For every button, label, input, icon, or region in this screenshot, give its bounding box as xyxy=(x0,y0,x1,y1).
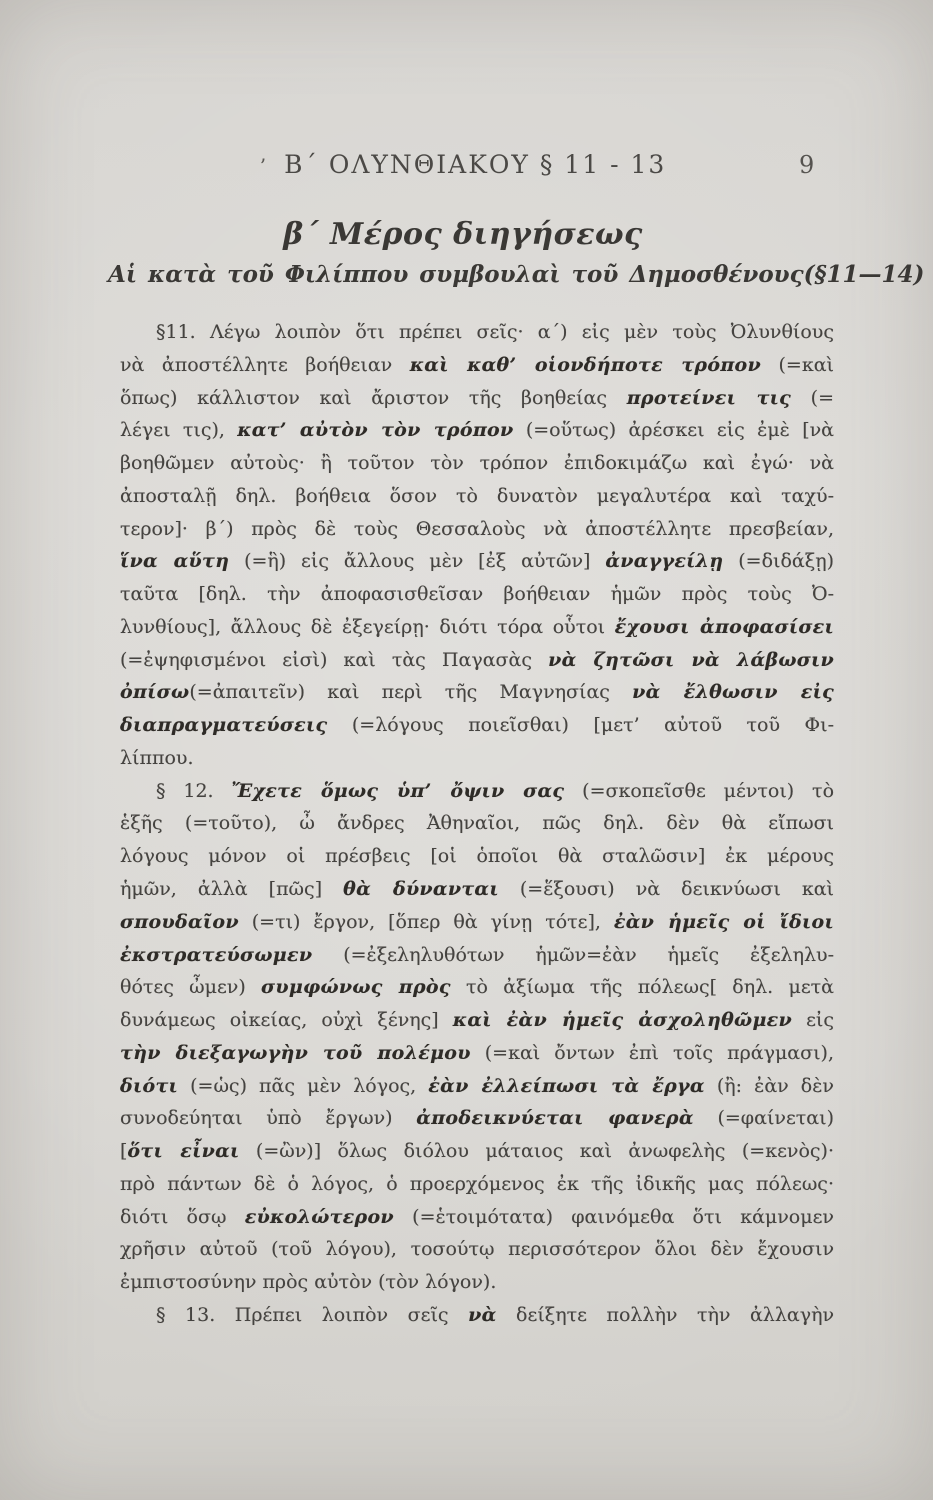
commentary-text: (=ἣ) εἰς ἄλλους μὲν [ἐξ αὐτῶν] xyxy=(229,550,606,573)
section-heading: Αἱ κατὰ τοῦ Φιλίππου συμβουλαὶ τοῦ Δημοσθένους(§11—14) xyxy=(108,261,925,288)
text-line xyxy=(120,480,834,513)
lemma-bold-text: καὶ καθ’ οἱονδήποτε τρόπον xyxy=(409,353,761,376)
commentary-text: εἰς xyxy=(792,1009,834,1032)
text-line xyxy=(120,513,834,546)
text-line xyxy=(120,349,834,382)
text-line xyxy=(120,742,834,775)
lemma-bold-text: προτείνει τις xyxy=(626,386,792,409)
commentary-text: ἡμῶν, ἀλλὰ [πῶς] xyxy=(120,878,344,901)
commentary-text: λέγει τις), xyxy=(120,419,238,442)
lemma-bold-text: ὀπίσω xyxy=(120,681,190,704)
text-line xyxy=(120,644,834,677)
commentary-text: (=λόγους ποιεῖσθαι) [μετ’ αὐτοῦ τοῦ Φι- xyxy=(327,714,834,737)
lemma-bold-text: ἔχουσι ἀποφασίσει xyxy=(614,615,834,638)
lemma-bold-text: ἀναγγείλῃ xyxy=(605,550,724,573)
text-line xyxy=(120,1102,834,1135)
lemma-bold-text: νὰ ἔλθωσιν εἰς xyxy=(632,681,834,704)
commentary-text: (= xyxy=(791,386,834,409)
commentary-text: (=διδάξῃ) xyxy=(723,550,834,573)
lemma-bold-text: ἐὰν ἐλλείπωσι τὰ ἔργα xyxy=(428,1074,705,1097)
commentary-text: χρῆσιν αὐτοῦ (τοῦ λόγου), τοσούτῳ περισσότερον ὅλοι δὲν ἔχουσιν xyxy=(120,1238,834,1261)
lemma-bold-text: τὴν διεξαγωγὴν τοῦ πολέμου xyxy=(120,1041,471,1064)
commentary-text: λυνθίους], ἄλλους δὲ ἐξεγείρῃ· διότι τόρα οὗτοι xyxy=(120,615,615,638)
commentary-text: λόγους μόνον οἱ πρέσβεις [οἱ ὁποῖοι θὰ σταλῶσιν] ἐκ μέρους xyxy=(120,845,834,868)
text-line xyxy=(120,382,834,415)
lemma-bold-text: ἀποδεικνύεται φανερὰ xyxy=(416,1107,694,1130)
lemma-bold-text: νὰ ζητῶσι νὰ λάβωσιν xyxy=(548,648,834,671)
commentary-text: (=καὶ xyxy=(761,353,834,376)
text-line xyxy=(120,1168,834,1201)
text-line xyxy=(120,1299,834,1332)
lemma-bold-text: διαπραγματεύσεις xyxy=(120,714,328,737)
lemma-bold-text: Ἔχετε ὅμως ὑπ’ ὄψιν σας xyxy=(231,779,565,802)
commentary-text: ἐμπιστοσύνην πρὸς αὐτὸν (τὸν λόγον). xyxy=(120,1271,497,1294)
lemma-bold-text: νὰ xyxy=(468,1303,497,1326)
text-line xyxy=(120,611,834,644)
lemma-bold-text: διότι xyxy=(120,1074,179,1097)
commentary-text: συνοδεύηται ὑπὸ ἔργων) xyxy=(120,1107,417,1130)
page-number: 9 xyxy=(799,151,815,179)
lemma-bold-text: ἵνα αὕτη xyxy=(120,550,230,573)
commentary-text: διότι ὅσῳ xyxy=(120,1205,245,1228)
part-heading: β´ Μέρος διηγήσεως xyxy=(283,217,643,252)
text-line xyxy=(120,676,834,709)
running-header xyxy=(118,150,808,179)
text-line xyxy=(120,1004,834,1037)
commentary-text: (=ὡς) πᾶς μὲν λόγος, xyxy=(178,1074,429,1097)
stray-ink-mark: ’ xyxy=(259,154,269,178)
lemma-bold-text: ἐὰν ἡμεῖς οἱ ἴδιοι xyxy=(613,910,834,933)
text-line xyxy=(120,939,834,972)
commentary-text: βοηθῶμεν αὐτοὺς· ἢ τοῦτον τὸν τρόπον ἐπιδοκιμάζω καὶ ἐγώ· νὰ xyxy=(120,452,834,475)
text-line xyxy=(120,971,834,1004)
commentary-text: (=ἐξεληλυθότων ἡμῶν=ἐὰν ἡμεῖς ἐξεληλυ- xyxy=(312,943,834,966)
body-text xyxy=(120,316,834,1332)
commentary-text: (=φαίνεται) xyxy=(693,1107,834,1130)
text-line xyxy=(120,1201,834,1234)
commentary-text: §11. Λέγω λοιπὸν ὅτι πρέπει σεῖς· α´) εἰς μὲν τοὺς Ὀλυνθίους xyxy=(156,321,834,343)
commentary-text: ὅπως) κάλλιστον καὶ ἄριστον τῆς βοηθείας xyxy=(120,386,627,409)
commentary-text: τερον]· β´) πρὸς δὲ τοὺς Θεσσαλοὺς νὰ ἀποστέλλητε πρεσβείαν, xyxy=(120,517,834,540)
text-line xyxy=(120,1037,834,1070)
commentary-text: δυνάμεως οἰκείας, οὐχὶ ξένης] xyxy=(120,1009,453,1032)
lemma-bold-text: ἐκστρατεύσωμεν xyxy=(120,943,313,966)
text-line xyxy=(120,1135,834,1168)
text-line xyxy=(120,414,834,447)
commentary-text: (=καὶ ὄντων ἐπὶ τοῖς πράγμασι), xyxy=(470,1041,834,1064)
commentary-text: (=οὕτως) ἀρέσκει εἰς ἐμὲ [νὰ xyxy=(513,419,834,442)
text-line xyxy=(120,807,834,840)
text-line xyxy=(120,1070,834,1103)
text-line xyxy=(120,775,834,808)
lemma-bold-text: θὰ δύνανται xyxy=(343,878,499,901)
commentary-text: (=ἀπαιτεῖν) καὶ περὶ τῆς Μαγνησίας xyxy=(189,681,633,704)
commentary-text: πρὸ πάντων δὲ ὁ λόγος, ὁ προερχόμενος ἐκ τῆς ἰδικῆς μας πόλεως· xyxy=(120,1172,834,1195)
commentary-text: ταῦτα [δηλ. τὴν ἀποφασισθεῖσαν βοήθειαν ἡμῶν πρὸς τοὺς Ὀ- xyxy=(120,583,834,606)
commentary-text: ἀποσταλῇ δηλ. βοήθεια ὅσον τὸ δυνατὸν μεγαλυτέρα καὶ ταχύ- xyxy=(120,484,834,507)
running-title: Β´ ΟΛΥΝΘΙΑΚΟΥ § 11 - 13 xyxy=(284,150,667,179)
lemma-bold-text: κατ’ αὐτὸν τὸν τρόπον xyxy=(237,419,514,442)
lemma-bold-text: σπουδαῖον xyxy=(120,910,239,933)
text-line xyxy=(120,840,834,873)
commentary-text: (ἢ: ἐὰν δὲν xyxy=(704,1074,834,1097)
lemma-bold-text: συμφώνως πρὸς xyxy=(261,976,451,999)
lemma-bold-text: καὶ ἐὰν ἡμεῖς ἀσχοληθῶμεν xyxy=(452,1009,792,1032)
commentary-text: τὸ ἀξίωμα τῆς πόλεως[ δηλ. μετὰ xyxy=(450,976,834,999)
lemma-bold-text: ὅτι εἶναι xyxy=(127,1140,240,1163)
text-line xyxy=(120,1233,834,1266)
text-line xyxy=(120,709,834,742)
text-line xyxy=(120,1266,834,1299)
commentary-text: (=ἕξουσι) νὰ δεικνύωσι καὶ xyxy=(498,878,834,901)
commentary-text: (=ἐψηφισμένοι εἰσὶ) καὶ τὰς Παγασὰς xyxy=(120,648,549,671)
text-line xyxy=(120,447,834,480)
commentary-text: νὰ ἀποστέλλητε βοήθειαν xyxy=(120,353,410,376)
commentary-text: λίππου. xyxy=(120,746,194,769)
commentary-text: δείξητε πολλὴν τὴν ἀλλαγὴν xyxy=(496,1303,834,1326)
text-line xyxy=(120,578,834,611)
commentary-text: (=τι) ἔργον, [ὅπερ θὰ γίνῃ τότε], xyxy=(238,910,614,933)
commentary-text: ἑξῆς (=τοῦτο), ὦ ἄνδρες Ἀθηναῖοι, πῶς δηλ. δὲν θὰ εἴπωσι xyxy=(120,812,834,835)
text-line xyxy=(120,873,834,906)
lemma-bold-text: εὐκολώτερον xyxy=(244,1205,394,1228)
text-line xyxy=(120,906,834,939)
commentary-text: § 13. Πρέπει λοιπὸν σεῖς xyxy=(156,1303,469,1326)
text-line xyxy=(120,545,834,578)
commentary-text: (=ὢν)] ὅλως διόλου μάταιος καὶ ἀνωφελὴς (=κενὸς)· xyxy=(239,1140,834,1163)
commentary-text: (=σκοπεῖσθε μέντοι) τὸ xyxy=(564,779,834,802)
commentary-text: θότες ὦμεν) xyxy=(120,976,262,999)
commentary-text: (=ἑτοιμότατα) φαινόμεθα ὅτι κάμνομεν xyxy=(393,1205,834,1228)
commentary-text: § 12. xyxy=(156,779,232,802)
commentary-text: [ xyxy=(120,1140,128,1163)
text-line xyxy=(120,316,834,349)
